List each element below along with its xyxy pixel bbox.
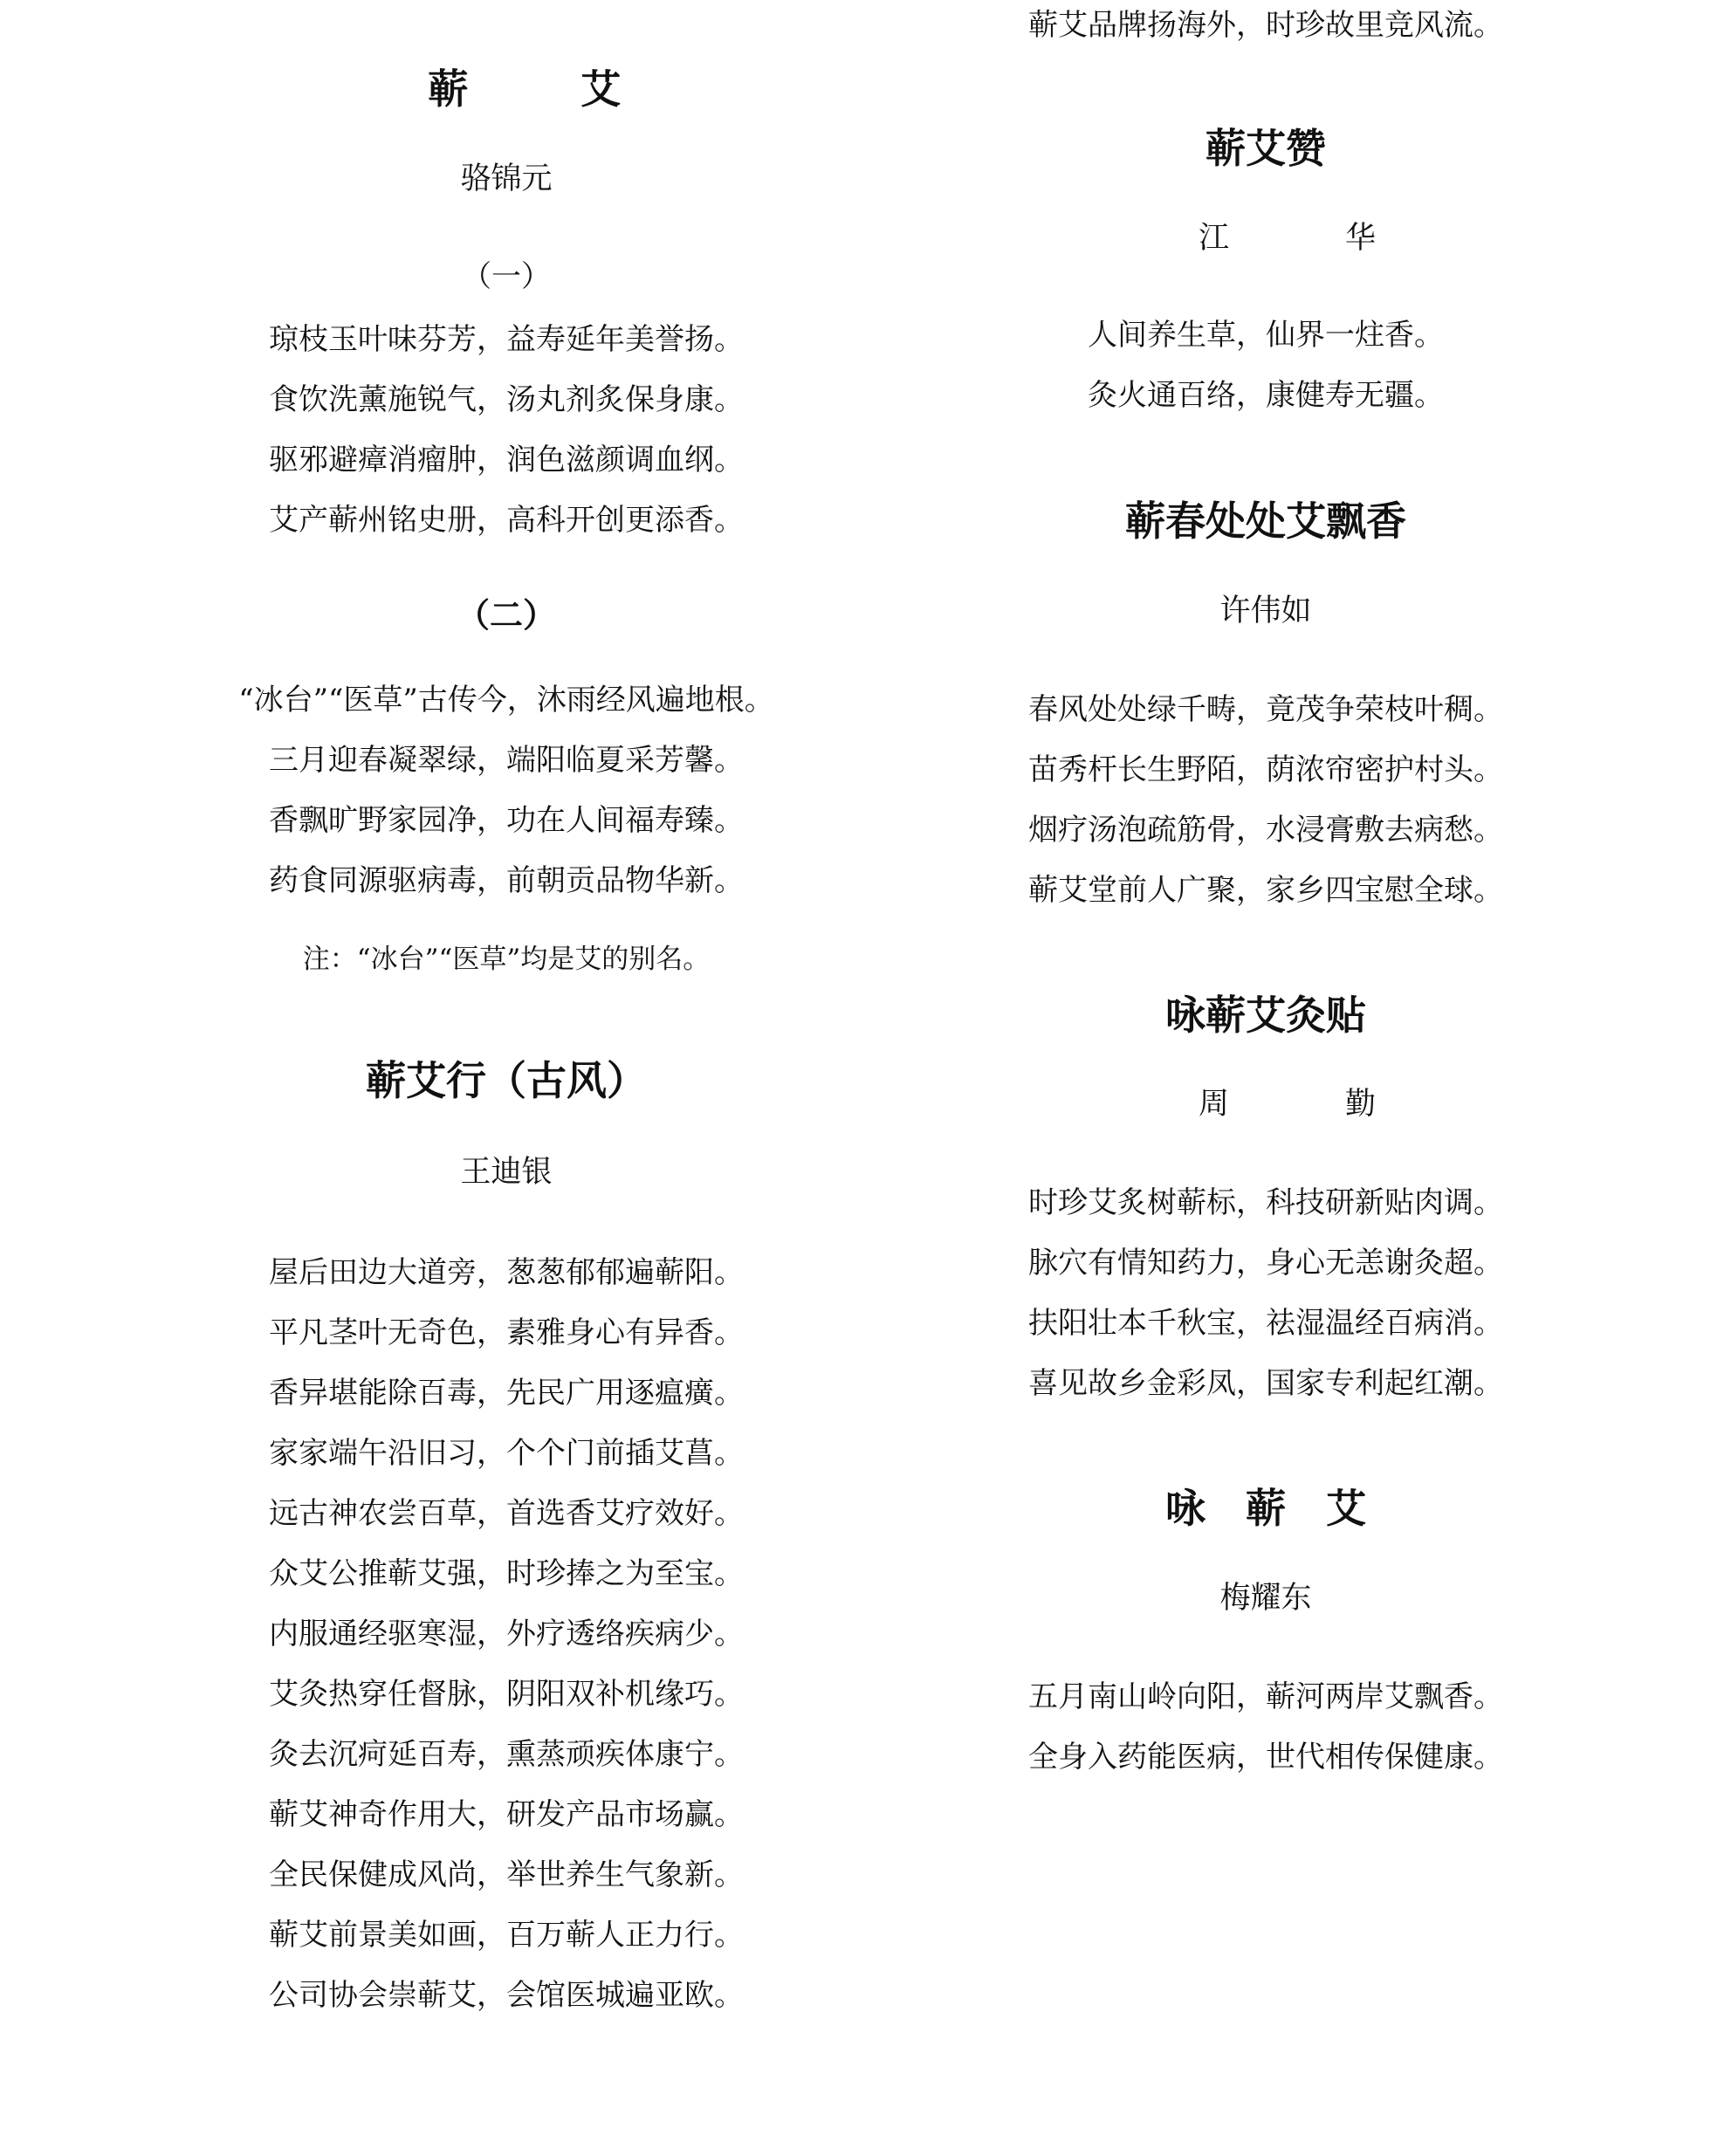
poem-author-luo-jinyuan: 骆锦元 [460,161,553,196]
poem-title-qiai: 蕲 艾 [428,65,657,113]
poem-line: 烟疗汤泡疏筋骨，水浸膏敷去病愁。 [1028,813,1503,848]
poem-line: 香异堪能除百毒，先民广用逐瘟癀。 [269,1376,744,1411]
poem-line: 公司协会崇蕲艾，会馆医城遍亚欧。 [269,1978,744,2013]
continued-line [873,0,1659,56]
poem-title-qiai-zan: 蕲艾赞 [1206,125,1326,172]
poem-line: “冰台”“医草”古传今，沐雨经风遍地根。 [238,683,774,718]
poem-line: 蕲艾神奇作用大，研发产品市场赢。 [269,1797,744,1832]
poem-line: 苗秀杆长生野陌，荫浓帘密护村头。 [1028,752,1503,787]
poem-line: 驱邪避瘴消瘤肿，润色滋颜调血纲。 [269,443,744,477]
poem-line: 蕲艾堂前人广聚，家乡四宝慰全球。 [1028,873,1503,908]
poem-line: 春风处处绿千畴，竟茂争荣枝叶稠。 [1028,692,1503,727]
poem-line: 琼枝玉叶味芬芳，益寿延年美誉扬。 [269,322,744,357]
poem-line: 灸火通百络，康健寿无疆。 [1088,378,1444,413]
poem-line: 时珍艾炙树蕲标，科技研新贴肉调。 [1028,1185,1503,1220]
poem-yong-qiai-lines [873,1667,1659,1788]
poem-title-yong-qiai: 咏 蕲 艾 [1165,1485,1366,1532]
poem-qichun-lines [873,680,1659,921]
poem-author-jiang-hua: 江 华 [1198,221,1418,256]
poem-jiutie-lines [873,1173,1659,1414]
poem-author-wang-diyin: 王迪银 [460,1155,553,1190]
poem-author-zhou-qin: 周 勤 [1198,1087,1418,1122]
poem-qiai-zan-lines [873,306,1659,426]
poem-line: 艾产蕲州铭史册，高科开创更添香。 [269,503,744,538]
poem-qiai-xing-lines [113,1243,899,2026]
poem-line: 人间养生草，仙界一炷香。 [1088,318,1444,353]
poem-title-qiai-xing: 蕲艾行（古风） [366,1057,647,1104]
poem-section-2-label: （二） [456,596,556,635]
poem-line: 屋后田边大道旁，葱葱郁郁遍蕲阳。 [269,1255,744,1290]
poem-line: 家家端午沿旧习，个个门前插艾菖。 [269,1436,744,1471]
poem-line: 艾灸热穿任督脉，阴阳双补机缘巧。 [269,1677,744,1712]
poem-line: 三月迎春凝翠绿，端阳临夏采芳馨。 [269,743,744,778]
poem-section-1-label: （一） [462,259,551,294]
poem-line: 内服通经驱寒湿，外疗透络疾病少。 [269,1617,744,1651]
poem-line: 远古神农尝百草，首选香艾疗效好。 [269,1496,744,1531]
poem-line: 蕲艾前景美如画，百万蕲人正力行。 [269,1918,744,1953]
poem-title-qichun-aipiaoxiang: 蕲春处处艾飘香 [1125,498,1406,545]
poem-line: 喜见故乡金彩凤，国家专利起红潮。 [1028,1366,1503,1401]
poem-line: 脉穴有情知药力，身心无恙谢灸超。 [1028,1246,1503,1281]
poem-line: 香飘旷野家园净，功在人间福寿臻。 [269,803,744,838]
poem-qiai-part2-lines [113,670,899,911]
poem-line: 药食同源驱病毒，前朝贡品物华新。 [269,863,744,898]
poem-line: 众艾公推蕲艾强，时珍捧之为至宝。 [269,1556,744,1591]
poem-author-xu-weiru: 许伟如 [1219,594,1312,628]
poem-line: 五月南山岭向阳，蕲河两岸艾飘香。 [1028,1679,1503,1714]
poem-line: 蕲艾品牌扬海外，时珍故里竞风流。 [1028,8,1503,43]
poem-line: 灸去沉疴延百寿，熏蒸顽疾体康宁。 [269,1737,744,1772]
poem-author-mei-yaodong: 梅耀东 [1219,1581,1312,1616]
poem-title-yong-qiai-jiutie: 咏蕲艾灸贴 [1165,992,1366,1039]
poem-line: 全身入药能医病，世代相传保健康。 [1028,1740,1503,1775]
poem-line: 食饮洗薰施锐气，汤丸剂炙保身康。 [269,382,744,417]
poem-qiai-part1-lines [113,310,899,551]
poem-line: 平凡茎叶无奇色，素雅身心有异香。 [269,1315,744,1350]
poem-line: 全民保健成风尚，举世养生气象新。 [269,1857,744,1892]
poem-note: 注：“冰台”“医草”均是艾的别名。 [302,944,711,975]
poem-line: 扶阳壮本千秋宝，祛湿温经百病消。 [1028,1306,1503,1341]
